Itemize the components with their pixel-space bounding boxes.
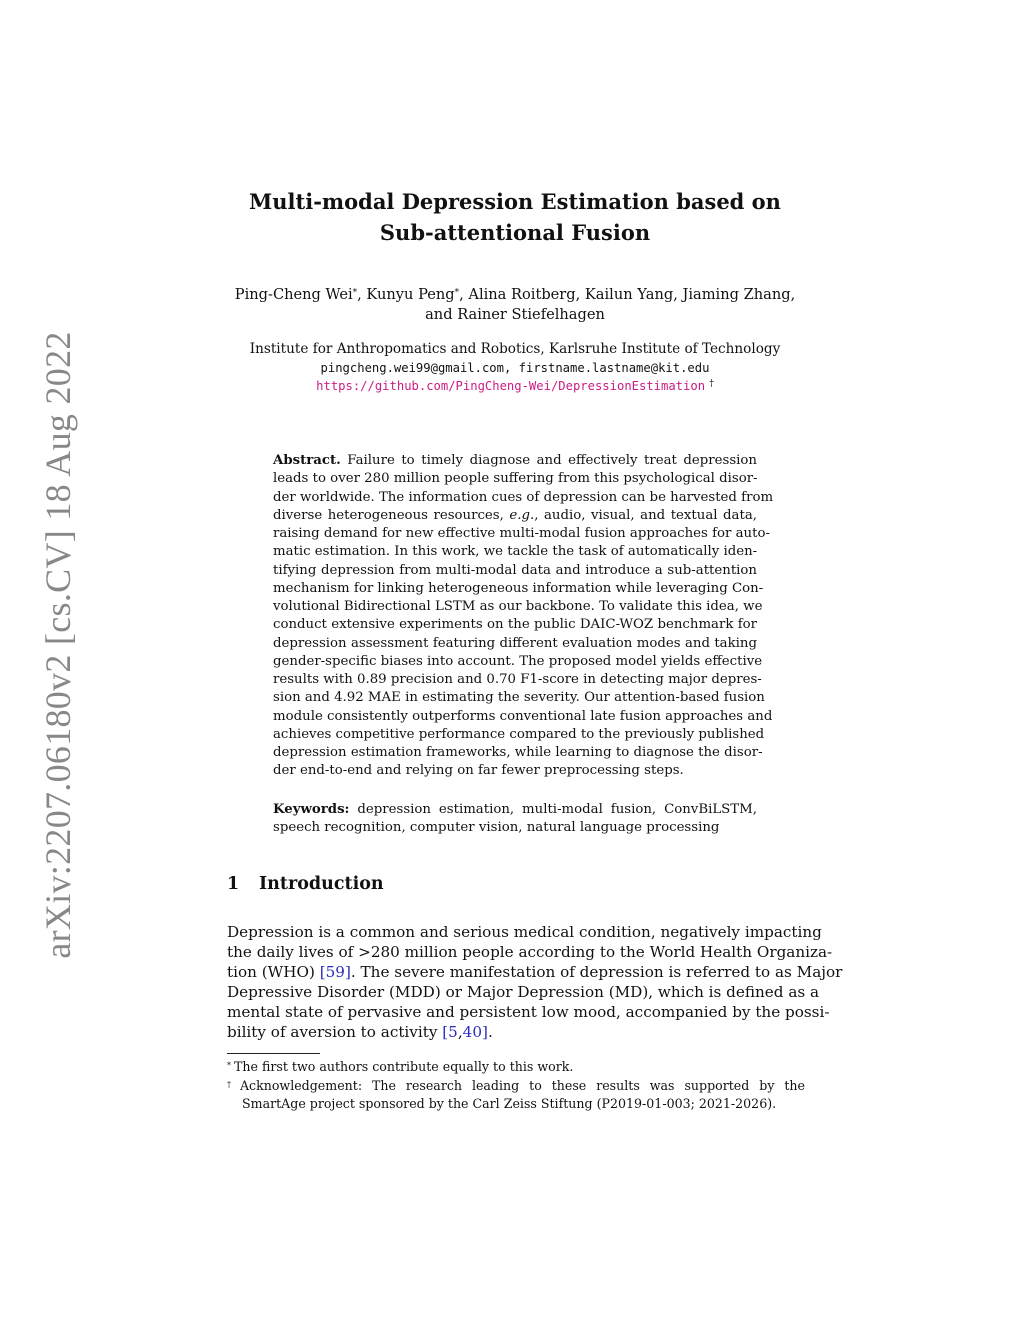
footnote-2: † Acknowledgement: The research leading to these results was supported by the	[227, 1077, 805, 1093]
footnote-rule	[227, 1053, 320, 1054]
abstract-line: depression assessment featuring different evaluation modes and taking	[273, 635, 757, 651]
title-line-1: Multi-modal Depression Estimation based on	[249, 189, 781, 214]
abstract-line: sion and 4.92 MAE in estimating the severity. Our attention-based fusion	[273, 690, 765, 706]
footnotes	[227, 1058, 805, 1114]
section-number: 1	[227, 874, 240, 894]
section-title: Introduction	[259, 874, 384, 894]
abstract-line: results with 0.89 precision and 0.70 F1-score in detecting major depres-	[273, 672, 762, 687]
abstract-line: Abstract. Failure to timely diagnose and effectively treat depression	[273, 453, 757, 468]
keywords	[273, 801, 757, 838]
author-emails: pingcheng.wei99@gmail.com, firstname.lastname@kit.edu	[320, 360, 710, 375]
footnote-mark: *	[227, 1061, 231, 1070]
footnote-mark: †	[709, 379, 714, 389]
body-line: Depression is a common and serious medical condition, negatively impacting	[227, 923, 822, 941]
abstract-line: der worldwide. The information cues of depression can be harvested from	[273, 489, 774, 505]
abstract-line: conduct extensive experiments on the public DAIC-WOZ benchmark for	[273, 617, 757, 633]
arxiv-stamp: arXiv:2207.06180v2 [cs.CV] 18 Aug 2022	[38, 331, 78, 959]
abstract	[273, 452, 774, 781]
paper-title	[200, 186, 830, 248]
title-line-2: Sub-attentional Fusion	[379, 220, 651, 245]
citation-bracket: [	[442, 1023, 449, 1041]
author-names: , Alina Roitberg, Kailun Yang, Jiaming Zhang,	[459, 286, 796, 303]
section-heading	[227, 874, 384, 894]
keywords-label: Keywords:	[273, 802, 350, 817]
footnote-1: * The first two authors contribute equally to this work.	[227, 1059, 574, 1074]
keywords-line: Keywords: depression estimation, multi-modal fusion, ConvBiLSTM,	[273, 802, 757, 817]
abstract-line: diverse heterogeneous resources, e.g., audio, visual, and textual data,	[273, 507, 757, 523]
abstract-line: der end-to-end and relying on far fewer preprocessing steps.	[273, 763, 684, 779]
footnote-mark: †	[227, 1079, 237, 1089]
equal-contribution-mark: *	[454, 288, 460, 298]
body-line: Depressive Disorder (MDD) or Major Depression (MD), which is defined as a	[227, 983, 820, 1001]
authors-line-2: and Rainer Stiefelhagen	[425, 306, 605, 323]
repo-link[interactable]: https://github.com/PingCheng-Wei/DepressionEstimation	[316, 379, 706, 393]
abstract-label: Abstract.	[273, 453, 341, 468]
abstract-eg: e.g.	[509, 507, 535, 523]
body-line: mental state of pervasive and persistent low mood, accompanied by the possi-	[227, 1003, 830, 1021]
body-line: tion (WHO) [59]. The severe manifestation of depression is referred to as Major	[227, 963, 843, 981]
abstract-line: matic estimation. In this work, we tackle the task of automatically iden-	[273, 544, 758, 560]
intro-paragraph	[227, 922, 843, 1042]
author-name: , Kunyu Peng	[357, 286, 455, 303]
body-line: bility of aversion to activity [5,40].	[227, 1023, 493, 1041]
repo-line	[200, 377, 830, 396]
abstract-line: raising demand for new effective multi-modal fusion approaches for auto-	[273, 526, 770, 541]
author-list	[200, 285, 830, 325]
citation-link[interactable]: 5	[448, 1023, 458, 1041]
footnote-2-cont: SmartAge project sponsored by the Carl Zeiss Stiftung (P2019-01-003; 2021-2026).	[242, 1096, 777, 1111]
body-line: the daily lives of >280 million people according to the World Health Organiza-	[227, 943, 833, 961]
abstract-line: mechanism for linking heterogeneous information while leveraging Con-	[273, 580, 764, 596]
citation-link[interactable]: [59]	[319, 963, 351, 981]
abstract-line: volutional Bidirectional LSTM as our backbone. To validate this idea, we	[273, 599, 763, 614]
authors-line-1	[200, 285, 830, 305]
author-name: Ping-Cheng Wei	[234, 286, 353, 303]
abstract-line: depression estimation frameworks, while learning to diagnose the disor-	[273, 745, 763, 760]
citation-link[interactable]: 40	[462, 1023, 482, 1041]
affiliation-block	[200, 340, 830, 396]
institute: Institute for Anthropomatics and Robotics, Karlsruhe Institute of Technology	[249, 341, 781, 357]
abstract-line: leads to over 280 million people suffering from this psychological disor-	[273, 471, 758, 487]
citation-bracket: ]	[482, 1023, 488, 1041]
keywords-line: speech recognition, computer vision, natural language processing	[273, 820, 720, 836]
abstract-line: module consistently outperforms conventional late fusion approaches and	[273, 708, 773, 724]
abstract-line: gender-specific biases into account. The proposed model yields effective	[273, 653, 763, 669]
abstract-line: achieves competitive performance compared to the previously published	[273, 726, 765, 742]
equal-contribution-mark: *	[352, 288, 358, 298]
abstract-line: tifying depression from multi-modal data and introduce a sub-attention	[273, 562, 757, 578]
citation-separator: ,	[457, 1023, 463, 1041]
